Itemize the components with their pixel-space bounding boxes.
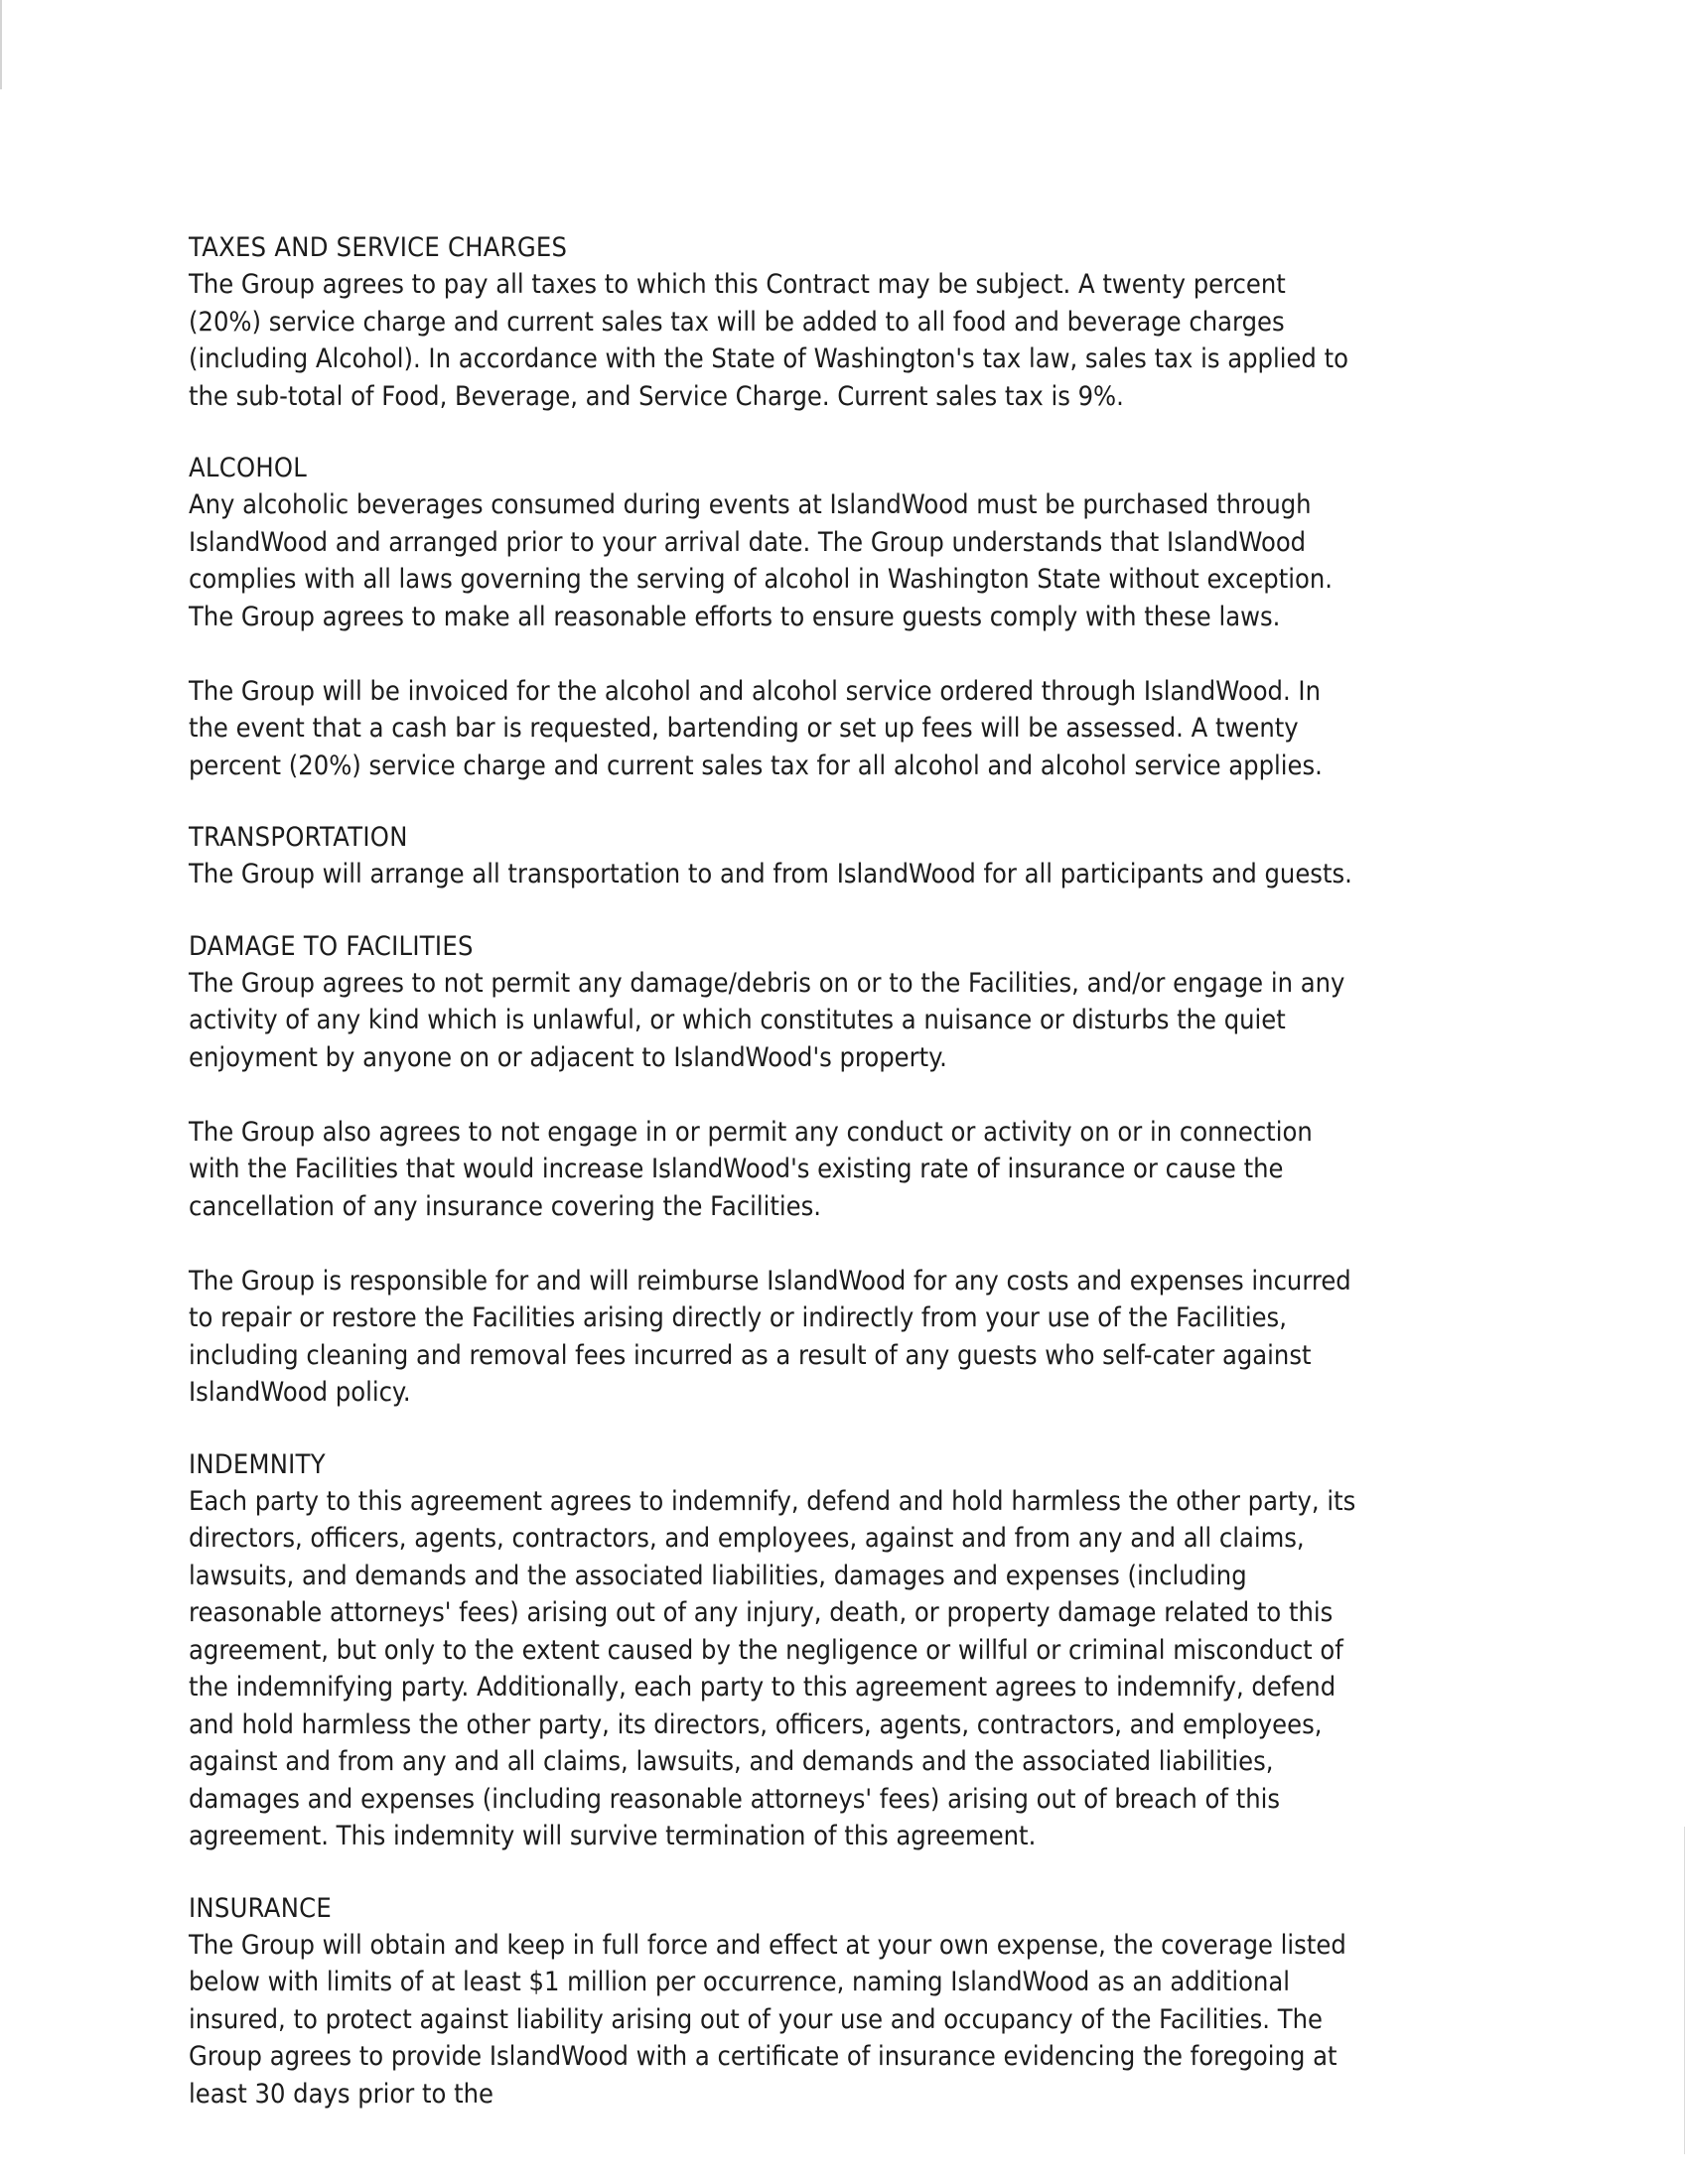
document-page (189, 230, 1359, 2148)
section-paragraph: Each party to this agreement agrees to indemnify, defend and hold harmless the other party, its directors, officers, agents, contractors, and employees, against and from any and all claims, lawsuits, and demands and the associated liabilities, damages and expenses (including reasonable attorneys' fees) arising out of any injury, death, or property damage related to this agreement, but only to the extent caused by the negligence or willful or criminal misconduct of the indemnifying party. Additionally, each party to this agreement agrees to indemnify, defend and hold harmless the other party, its directors, officers, agents, contractors, and employees, against and from any and all claims, lawsuits, and demands and the associated liabilities, damages and expenses (including reasonable attorneys' fees) arising out of breach of this agreement. This indemnity will survive termination of this agreement. (189, 1485, 1356, 1851)
section-paragraph: The Group agrees to not permit any damage/debris on or to the Facilities, and/or engage in any activity of any kind which is unlawful, or which constitutes a nuisance or disturbs the quiet enjoyment by anyone on or adjacent to IslandWood's property. (189, 967, 1345, 1073)
scan-edge-right (1684, 1827, 1685, 2154)
section-transportation (189, 820, 1359, 893)
section-heading: TRANSPORTATION (189, 822, 408, 853)
section-paragraph: The Group is responsible for and will reimburse IslandWood for any costs and expenses incurred to repair or restore the Facilities arising directly or indirectly from your use of the Facilities, including cleaning and removal fees incurred as a result of any guests who self-cater against IslandWood policy. (189, 1265, 1351, 1408)
section-taxes (189, 230, 1359, 415)
section-paragraph: The Group will be invoiced for the alcohol and alcohol service ordered through IslandWood. In the event that a cash bar is requested, bartending or set up fees will be assessed. A twenty percent (20%) service charge and current sales tax for all alcohol and alcohol service applies. (189, 675, 1323, 781)
section-heading: ALCOHOL (189, 453, 308, 483)
section-insurance (189, 1891, 1359, 2114)
section-paragraph: The Group agrees to pay all taxes to which this Contract may be subject. A twenty percent (20%) service charge and current sales tax will be added to all food and beverage charges (including Alcohol). In accordance with the State of Washington's tax law, sales tax is applied to the sub-total of Food, Beverage, and Service Charge. Current sales tax is 9%. (189, 269, 1348, 412)
section-heading: INSURANCE (189, 1892, 333, 1924)
scan-edge-left (0, 0, 2, 89)
section-heading: TAXES AND SERVICE CHARGES (189, 232, 568, 263)
section-indemnity (189, 1447, 1359, 1855)
section-damage-to-facilities (189, 929, 1359, 1412)
section-paragraph: The Group will arrange all transportation to and from IslandWood for all participants and guests. (189, 859, 1352, 889)
section-paragraph: The Group will obtain and keep in full force and effect at your own expense, the coverage listed below with limits of at least $1 million per occurrence, naming IslandWood as an additional insured, to protect against liability arising out of your use and occupancy of the Facilities. The Group agrees to provide IslandWood with a certificate of insurance evidencing the foregoing at least 30 days prior to the (189, 1929, 1346, 2110)
section-heading: DAMAGE TO FACILITIES (189, 930, 474, 962)
section-alcohol (189, 451, 1359, 784)
section-paragraph: The Group also agrees to not engage in or permit any conduct or activity on or in connection with the Facilities that would increase IslandWood's existing rate of insurance or cause the cancellation of any insurance covering the Facilities. (189, 1116, 1313, 1222)
section-heading: INDEMNITY (189, 1448, 326, 1480)
section-paragraph: Any alcoholic beverages consumed during events at IslandWood must be purchased through IslandWood and arranged prior to your arrival date. The Group understands that IslandWood complies with all laws governing the serving of alcohol in Washington State without exception. The Group agrees to make all reasonable efforts to ensure guests comply with these laws. (189, 489, 1333, 632)
